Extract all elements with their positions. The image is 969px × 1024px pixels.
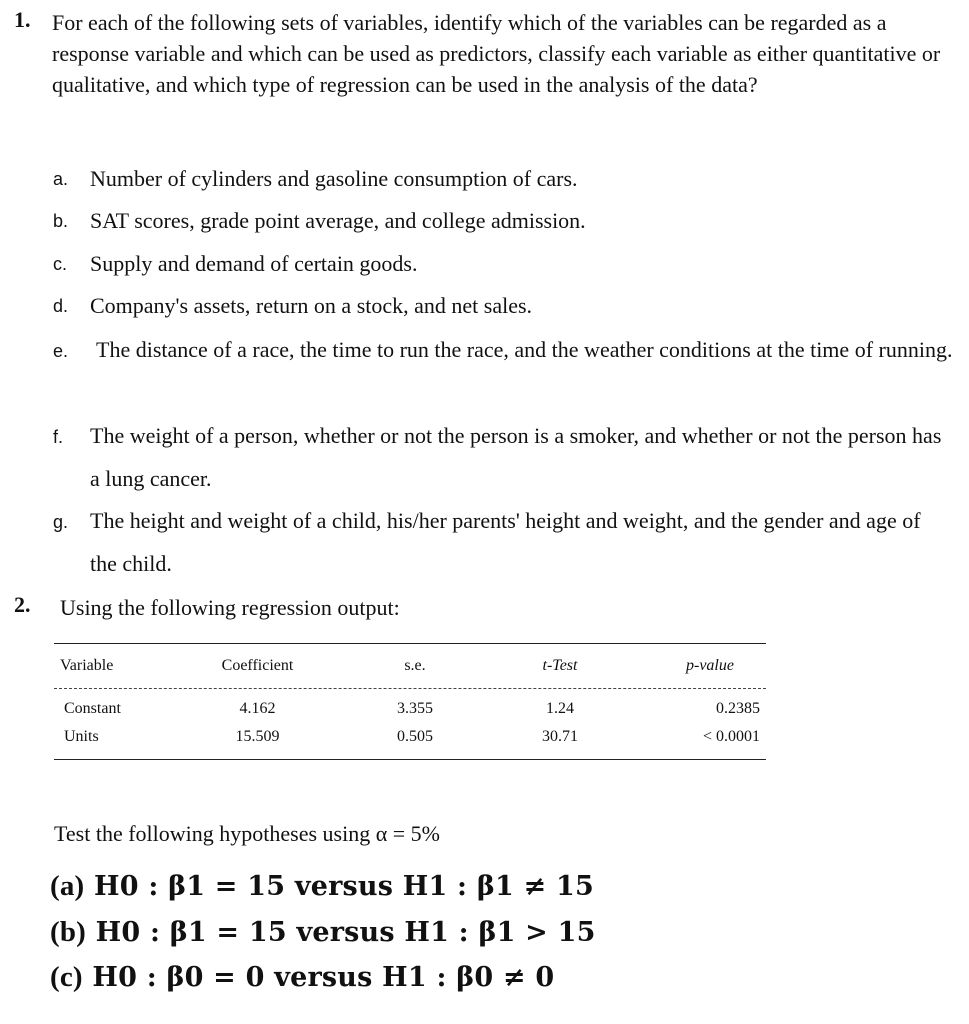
header-t-test: t-Test xyxy=(542,657,578,674)
cell-t-test: 30.71 xyxy=(542,728,578,745)
item-text: SAT scores, grade point average, and college admission. xyxy=(90,208,586,233)
hypothesis-b xyxy=(50,916,596,949)
item-letter: g. xyxy=(53,512,69,532)
question-1-number: 1. xyxy=(14,7,31,32)
hypothesis-alternative: H1 : β0 ≠ 0 xyxy=(382,962,555,993)
hypothesis-alternative: H1 : β1 ≠ 15 xyxy=(402,871,594,902)
table-header-rule xyxy=(54,688,766,689)
item-text: The height and weight of a child, his/her parents' height and weight, and the gender and age of the child. xyxy=(90,508,921,576)
cell-variable: Constant xyxy=(64,700,121,717)
question-2-text: Using the following regression output: xyxy=(60,595,400,620)
item-text: Company's assets, return on a stock, and net sales. xyxy=(90,293,533,318)
test-instruction: Test the following hypotheses using α = 5% xyxy=(54,821,440,846)
hypothesis-null: H0 : β0 = 0 xyxy=(92,962,265,993)
cell-coefficient: 4.162 xyxy=(239,700,276,717)
hypothesis-label: (a) xyxy=(50,870,85,902)
cell-coefficient: 15.509 xyxy=(235,728,280,745)
header-coefficient: Coefficient xyxy=(221,657,294,674)
header-variable: Variable xyxy=(60,657,114,674)
item-letter: a. xyxy=(53,169,69,189)
hypothesis-label: (b) xyxy=(50,916,87,948)
table-top-rule xyxy=(54,643,766,644)
item-text: The distance of a race, the time to run the race, and the weather conditions at the time of running. xyxy=(96,337,953,362)
item-letter: e. xyxy=(53,341,69,361)
table-bottom-rule xyxy=(54,759,766,760)
item-letter: b. xyxy=(53,211,69,231)
header-p-value: p-value xyxy=(686,657,734,674)
hypothesis-label: (c) xyxy=(50,961,83,993)
item-letter: c. xyxy=(53,254,68,274)
item-text: The weight of a person, whether or not the person is a smoker, and whether or not the person has a lung cancer. xyxy=(90,423,942,491)
question-2-number: 2. xyxy=(14,592,31,617)
item-letter: f. xyxy=(53,427,64,447)
hypothesis-alternative: H1 : β1 > 15 xyxy=(404,917,596,948)
cell-t-test: 1.24 xyxy=(546,700,574,717)
cell-variable: Units xyxy=(64,728,99,745)
hypothesis-versus: versus xyxy=(274,962,373,993)
header-se: s.e. xyxy=(404,657,426,674)
hypothesis-versus: versus xyxy=(294,871,394,902)
cell-p-value: 0.2385 xyxy=(716,700,760,717)
item-text: Number of cylinders and gasoline consumption of cars. xyxy=(90,166,578,191)
item-letter: d. xyxy=(53,296,69,316)
cell-se: 0.505 xyxy=(397,728,433,745)
cell-p-value: < 0.0001 xyxy=(702,728,760,745)
hypothesis-null: H0 : β1 = 15 xyxy=(94,871,286,902)
hypothesis-a xyxy=(50,870,594,903)
hypothesis-null: H0 : β1 = 15 xyxy=(95,917,287,948)
item-text: Supply and demand of certain goods. xyxy=(90,251,418,276)
question-1-text: For each of the following sets of variables, identify which of the variables can be regarded as a response variable and which can be used as predictors, classify each variable as either quantitative or qualitative, and which type of regression can be used in the analysis of the data? xyxy=(52,10,941,97)
hypothesis-versus: versus xyxy=(296,917,395,948)
cell-se: 3.355 xyxy=(397,700,433,717)
hypothesis-c xyxy=(50,961,554,994)
